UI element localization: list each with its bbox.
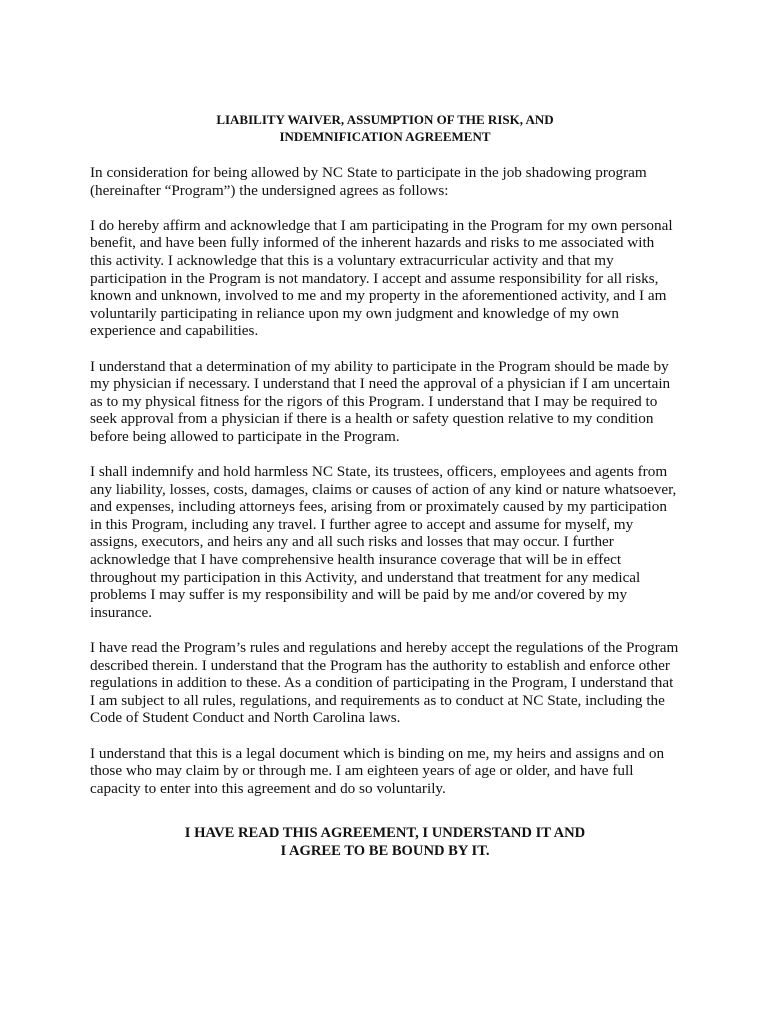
- paragraph-legal-document: I understand that this is a legal document which is binding on me, my heirs and assigns and on those who may claim by or through me. I am eighteen years of age or older, and have full capacity to enter into this agreement and do so voluntarily.: [90, 744, 665, 797]
- title-line-2: INDEMNIFICATION AGREEMENT: [279, 129, 491, 144]
- paragraph-affirmation: I do hereby affirm and acknowledge that I am participating in the Program for my own personal benefit, and have been fully informed of the inherent hazards and risks to me associated with this activity. I acknowledge that this is a voluntary extracurricular activity and that my participation in the Program is not mandatory. I accept and assume responsibility for all risks, known and unknown, involved to me and my property in the aforementioned activity, and I am voluntarily participating in reliance upon my own judgment and knowledge of my own experience and capabilities.: [90, 216, 673, 340]
- document-title: [90, 111, 680, 145]
- closing-statement: [90, 824, 680, 860]
- closing-line-2: I AGREE TO BE BOUND BY IT.: [280, 843, 490, 859]
- paragraph-physician: I understand that a determination of my ability to participate in the Program should be made by my physician if necessary. I understand that I need the approval of a physician if I am uncertain as to my physical fitness for the rigors of this Program. I understand that I may be required to seek approval from a physician if there is a health or safety question relative to my condition before being allowed to participate in the Program.: [90, 357, 671, 445]
- title-line-1: LIABILITY WAIVER, ASSUMPTION OF THE RISK, AND: [216, 112, 554, 127]
- paragraph-consideration: In consideration for being allowed by NC State to participate in the job shadowing program (hereinafter “Program”) the undersigned agrees as follows:: [90, 164, 647, 199]
- document-body: [90, 164, 680, 815]
- paragraph-indemnification: I shall indemnify and hold harmless NC State, its trustees, officers, employees and agents from any liability, losses, costs, damages, claims or causes of action of any kind or nature whatsoever, and expenses, including attorneys fees, arising from or proximately caused by my participation in this Program, including any travel. I further agree to accept and assume for myself, my assigns, executors, and heirs any and all such risks and losses that may occur. I further acknowledge that I have comprehensive health insurance coverage that will be in effect throughout my participation in this Activity, and understand that treatment for any medical problems I may suffer is my responsibility and will be paid by me and/or covered by my insurance.: [90, 463, 677, 621]
- closing-line-1: I HAVE READ THIS AGREEMENT, I UNDERSTAND IT AND: [184, 825, 586, 841]
- paragraph-rules: I have read the Program’s rules and regulations and hereby accept the regulations of the Program described therein. I understand that the Program has the authority to establish and enforce other regulations in addition to these. As a condition of participating in the Program, I understand that I am subject to all rules, regulations, and requirements as to conduct at NC State, including the Code of Student Conduct and North Carolina laws.: [90, 639, 679, 727]
